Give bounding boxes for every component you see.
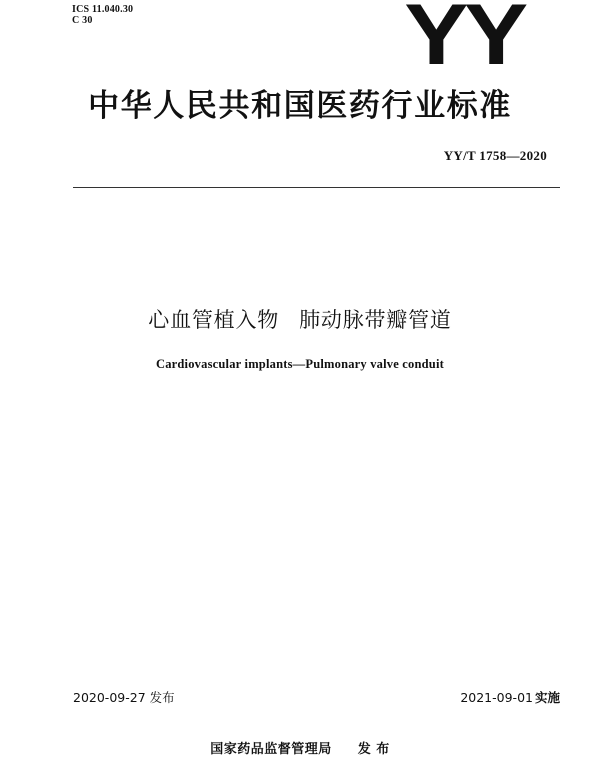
implementation-date-value: 2021-09-01 bbox=[460, 690, 533, 705]
header-divider bbox=[73, 187, 560, 188]
document-title-en: Cardiovascular implants—Pulmonary valve conduit bbox=[155, 357, 444, 371]
document-title-cn bbox=[0, 306, 600, 334]
ccs-code: C 30 bbox=[72, 15, 93, 26]
title-cn-part2: 肺动脉带瓣管道 bbox=[299, 308, 452, 332]
yy-logo: YY bbox=[404, 0, 524, 83]
implementation-label: 实施 bbox=[534, 690, 560, 705]
ics-code: ICS 11.040.30 bbox=[72, 4, 134, 15]
standard-category-title: 中华人民共和国医药行业标准 bbox=[88, 88, 512, 124]
issuing-authority bbox=[0, 741, 600, 758]
issue-date: 2020-09-27 发布 bbox=[73, 690, 175, 705]
implementation-date bbox=[460, 690, 560, 706]
issuer-action: 发 布 bbox=[357, 742, 390, 757]
standard-number: YY/T 1758—2020 bbox=[443, 148, 547, 163]
issuer-name: 国家药品监督管理局 bbox=[210, 742, 332, 757]
title-cn-part1: 心血管植入物 bbox=[148, 308, 280, 332]
